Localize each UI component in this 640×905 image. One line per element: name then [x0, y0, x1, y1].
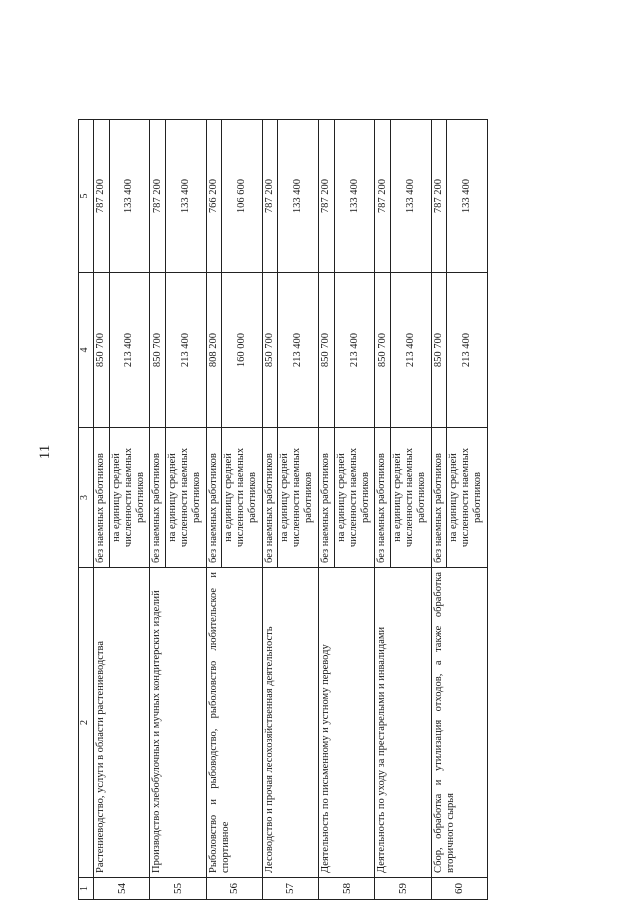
worker-category-label: на единицу средней численности наемных работников	[390, 428, 431, 568]
rotated-table-frame	[78, 120, 488, 900]
worker-category-label: на единицу средней численности наемных работников	[109, 428, 150, 568]
activity-description: Растениеводство, услуги в области растениеводства	[94, 568, 150, 878]
row-number: 54	[94, 878, 150, 900]
value-column-5: 787 200	[375, 120, 391, 273]
value-column-4: 850 700	[319, 273, 335, 428]
worker-category-label: на единицу средней численности наемных работников	[278, 428, 319, 568]
row-number: 60	[431, 878, 487, 900]
value-column-4: 808 200	[206, 273, 222, 428]
value-column-5: 133 400	[165, 120, 206, 273]
value-column-5: 787 200	[262, 120, 278, 273]
row-number: 56	[206, 878, 262, 900]
worker-category-label: на единицу средней численности наемных работников	[447, 428, 488, 568]
worker-category-label: без наемных работников	[150, 428, 166, 568]
tariff-table	[78, 119, 488, 900]
value-column-4: 850 700	[431, 273, 447, 428]
page-number: 11	[37, 444, 53, 460]
value-column-5: 133 400	[334, 120, 375, 273]
worker-category-label: на единицу средней численности наемных работников	[222, 428, 263, 568]
value-column-4: 850 700	[262, 273, 278, 428]
table-row	[94, 120, 110, 900]
value-column-4: 850 700	[375, 273, 391, 428]
value-column-4: 850 700	[94, 273, 110, 428]
worker-category-label: без наемных работников	[319, 428, 335, 568]
value-column-5: 106 600	[222, 120, 263, 273]
worker-category-label: на единицу средней численности наемных работников	[334, 428, 375, 568]
value-column-4: 160 000	[222, 273, 263, 428]
value-column-5: 787 200	[431, 120, 447, 273]
activity-description: Деятельность по уходу за престарелыми и инвалидами	[375, 568, 431, 878]
value-column-4: 213 400	[278, 273, 319, 428]
activity-description: Деятельность по письменному и устному переводу	[319, 568, 375, 878]
table-row	[375, 120, 391, 900]
value-column-5: 787 200	[319, 120, 335, 273]
header-row	[79, 120, 94, 900]
table-row	[150, 120, 166, 900]
table-row	[262, 120, 278, 900]
value-column-5: 133 400	[390, 120, 431, 273]
header-cell-2: 2	[79, 568, 94, 878]
header-cell-5: 5	[79, 120, 94, 273]
row-number: 59	[375, 878, 431, 900]
value-column-5: 133 400	[109, 120, 150, 273]
header-cell-1: 1	[79, 878, 94, 900]
worker-category-label: без наемных работников	[262, 428, 278, 568]
row-number: 55	[150, 878, 206, 900]
value-column-4: 213 400	[390, 273, 431, 428]
value-column-5: 787 200	[94, 120, 110, 273]
value-column-4: 213 400	[109, 273, 150, 428]
worker-category-label: без наемных работников	[94, 428, 110, 568]
value-column-4: 213 400	[165, 273, 206, 428]
table-row	[431, 120, 447, 900]
value-column-4: 213 400	[447, 273, 488, 428]
worker-category-label: на единицу средней численности наемных работников	[165, 428, 206, 568]
value-column-5: 133 400	[278, 120, 319, 273]
activity-description: Сбор, обработка и утилизация отходов, а также обработка вторичного сырья	[431, 568, 487, 878]
value-column-5: 766 200	[206, 120, 222, 273]
activity-description: Лесоводство и прочая лесохозяйственная деятельность	[262, 568, 318, 878]
worker-category-label: без наемных работников	[431, 428, 447, 568]
table-body	[79, 120, 488, 900]
worker-category-label: без наемных работников	[206, 428, 222, 568]
activity-description: Рыболовство и рыбоводство, рыболовство любительское и спортивное	[206, 568, 262, 878]
header-cell-3: 3	[79, 428, 94, 568]
table-row	[206, 120, 222, 900]
value-column-4: 850 700	[150, 273, 166, 428]
value-column-5: 787 200	[150, 120, 166, 273]
row-number: 57	[262, 878, 318, 900]
row-number: 58	[319, 878, 375, 900]
worker-category-label: без наемных работников	[375, 428, 391, 568]
header-cell-4: 4	[79, 273, 94, 428]
activity-description: Производство хлебобулочных и мучных кондитерских изделий	[150, 568, 206, 878]
table-row	[319, 120, 335, 900]
value-column-4: 213 400	[334, 273, 375, 428]
value-column-5: 133 400	[447, 120, 488, 273]
